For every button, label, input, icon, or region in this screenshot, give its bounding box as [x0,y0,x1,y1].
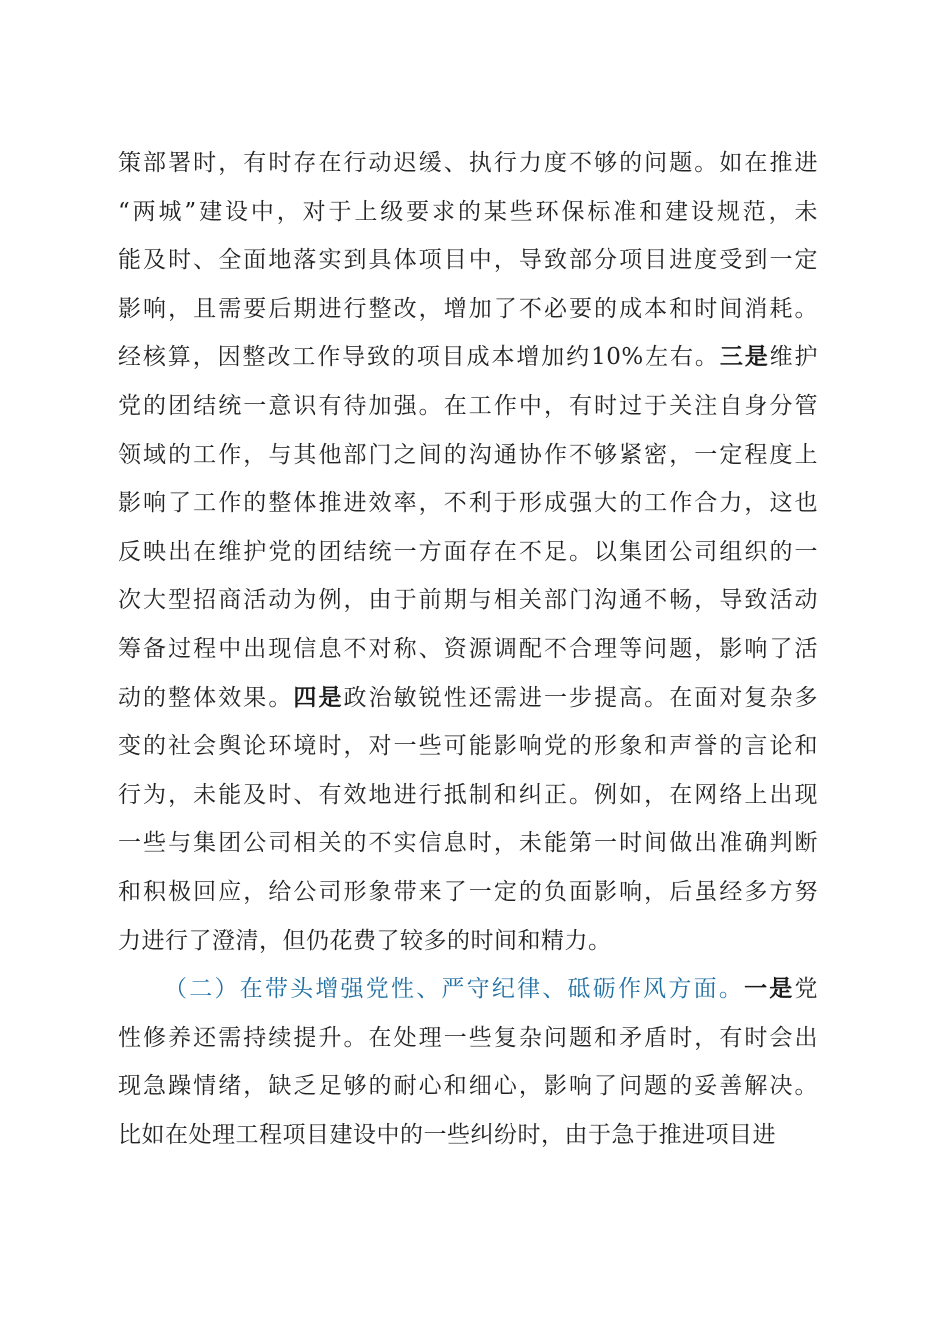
text-segment: 策部署时，有时存在行动迟缓、执行力度不够的问题。如在推进 [118,150,818,176]
text-segment: 和积极回应，给公司形象带来了一定的负面影响，后虽经多方努 [118,878,818,905]
text-line [118,479,818,528]
text-line [118,1111,818,1160]
text-line [118,431,818,480]
document-body [118,139,818,1159]
text-segment: 能及时、全面地落实到具体项目中，导致部分项目进度受到一定 [118,247,818,274]
text-line [118,528,818,577]
text-segment: 变的社会舆论环境时，对一些可能影响党的形象和声誉的言论和 [118,733,818,760]
section-heading: （二）在带头增强党性、严守纪律、砥砺作风方面。 [164,976,745,1003]
text-segment: 领域的工作，与其他部门之间的沟通协作不够紧密，一定程度上 [118,441,818,468]
emphasis-label: 一是 [744,975,795,1003]
text-segment: 影响，且需要后期进行整改，增加了不必要的成本和时间消耗。 [118,295,818,322]
text-segment: 影响了工作的整体推进效率，不利于形成强大的工作合力，这也 [118,490,818,517]
text-line [118,917,818,966]
text-line [118,819,818,868]
text-line [118,576,818,625]
emphasis-label: 四是 [293,683,344,711]
text-segment: 力进行了澄清，但仍花费了较多的时间和精力。 [118,927,612,954]
text-line [118,188,818,237]
text-line [118,1014,818,1063]
text-line [118,868,818,917]
text-segment: 筹备过程中出现信息不对称、资源调配不合理等问题，影响了活 [118,635,818,662]
text-segment: 行为，未能及时、有效地进行抵制和纠正。例如，在网络上出现 [118,781,818,808]
text-line [118,139,818,188]
text-line [118,625,818,674]
text-segment: 现急躁情绪，缺乏足够的耐心和细心，影响了问题的妥善解决。 [118,1073,818,1100]
text-segment: 次大型招商活动为例，由于前期与相关部门沟通不畅，导致活动 [118,587,818,614]
text-line [118,382,818,431]
text-line [118,722,818,771]
text-segment: 反映出在维护党的团结统一方面存在不足。以集团公司组织的一 [118,538,818,565]
text-segment: 经核算，因整改工作导致的项目成本增加约10%左右。 [118,344,720,371]
text-segment: 党 [794,976,819,1003]
text-line [118,1062,818,1111]
text-segment: 政治敏锐性还需进一步提高。在面对复杂多 [343,684,819,711]
text-segment: “两城”建设中，对于上级要求的某些环保标准和建设规范，未 [118,198,818,225]
text-line [118,965,818,1014]
emphasis-label: 三是 [719,343,770,371]
text-line [118,674,818,723]
text-segment: 维护 [769,344,819,371]
text-line [118,236,818,285]
text-line [118,771,818,820]
text-segment: 动的整体效果。 [118,684,294,711]
text-line [118,333,818,382]
text-segment: 比如在处理工程项目建设中的一些纠纷时，由于急于推进项目进 [118,1121,776,1148]
text-segment: 一些与集团公司相关的不实信息时，未能第一时间做出准确判断 [118,830,818,857]
text-line [118,285,818,334]
text-segment: 性修养还需持续提升。在处理一些复杂问题和矛盾时，有时会出 [118,1024,818,1051]
text-segment: 党的团结统一意识有待加强。在工作中，有时过于关注自身分管 [118,392,818,419]
